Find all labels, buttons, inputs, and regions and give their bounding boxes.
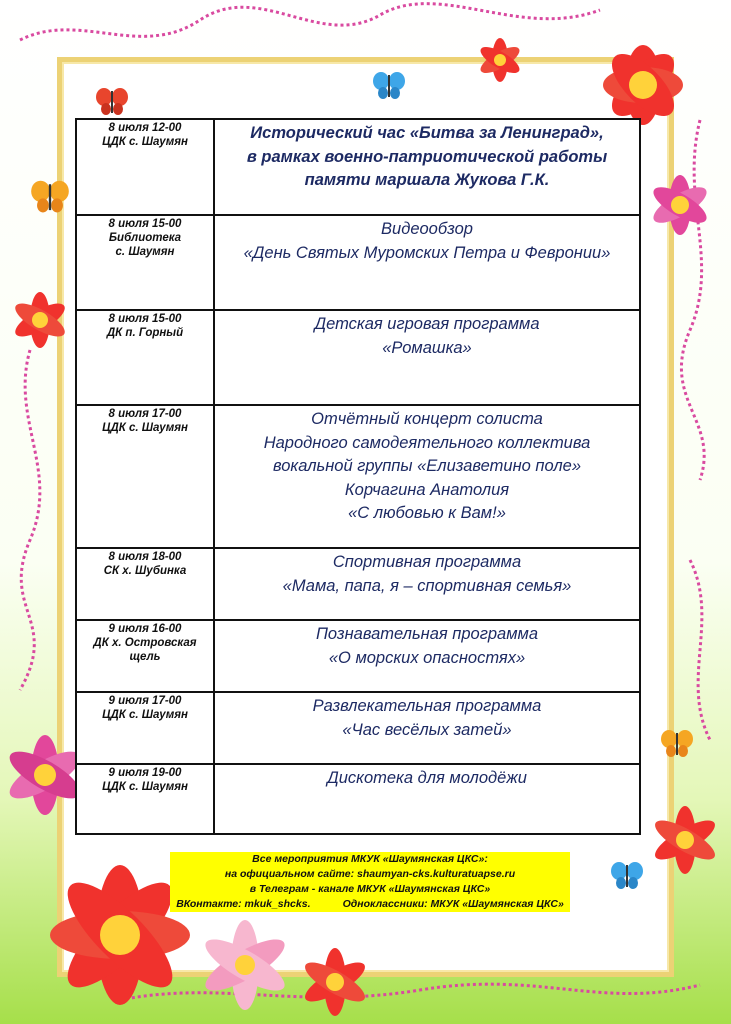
schedule-row xyxy=(76,405,640,548)
event-date-cell xyxy=(76,548,214,620)
event-title-cell xyxy=(214,620,640,692)
pink-flower-icon xyxy=(190,910,300,1020)
event-venue: с. Шаумян xyxy=(115,246,175,258)
event-title-cell xyxy=(214,119,640,215)
event-title-line: Видеообзор xyxy=(381,220,473,238)
event-venue: ЦДК с. Шаумян xyxy=(102,781,188,793)
event-title-line: Познавательная программа xyxy=(315,625,539,643)
schedule-row xyxy=(76,620,640,692)
event-title-line: «Мама, папа, я – спортивная семья» xyxy=(282,576,572,595)
event-date-cell xyxy=(76,119,214,215)
event-venue: ЦДК с. Шаумян xyxy=(102,136,188,148)
footer-info xyxy=(170,852,570,912)
event-venue: СК х. Шубинка xyxy=(103,565,187,577)
event-title-line: в рамках военно-патриотической работы xyxy=(246,147,608,166)
event-title-line: Развлекательная программа xyxy=(312,697,542,715)
event-venue: ЦДК с. Шаумян xyxy=(102,422,188,434)
event-venue: Библиотека xyxy=(108,232,182,244)
schedule-row xyxy=(76,215,640,310)
butterfly-icon xyxy=(95,86,129,116)
event-venue: ДК п. Горный xyxy=(106,327,184,339)
event-title-line: памяти маршала Жукова Г.К. xyxy=(304,171,550,189)
footer-line-2: на официальном сайте: shaumyan-cks.kulturatuapse.ru xyxy=(224,868,516,880)
event-title-line: Дискотека для молодёжи xyxy=(327,769,527,787)
butterfly-icon xyxy=(610,860,644,890)
event-title-line: «О морских опасностях» xyxy=(328,648,526,667)
schedule-table xyxy=(75,118,641,835)
event-venue: щель xyxy=(129,651,161,663)
event-title-cell xyxy=(214,548,640,620)
butterfly-icon xyxy=(660,728,694,758)
schedule-row xyxy=(76,119,640,215)
red-flower-icon xyxy=(470,30,530,90)
event-title-line: Спортивная программа xyxy=(332,553,522,571)
red-flower-icon xyxy=(290,940,380,1024)
event-title-line: «С любовью к Вам!» xyxy=(348,504,506,522)
event-title-line: Отчётный концерт солиста xyxy=(311,410,543,428)
event-date: 9 июля 16-00 xyxy=(108,623,182,635)
event-title-cell xyxy=(214,764,640,834)
event-title-line: вокальной группы «Елизаветино поле» xyxy=(273,457,581,475)
event-title-line: «Ромашка» xyxy=(382,338,472,357)
event-title-line: Народного самодеятельного коллектива xyxy=(263,433,591,452)
event-date: 8 июля 18-00 xyxy=(108,551,182,563)
event-venue: ДК х. Островская xyxy=(93,637,197,649)
event-date: 9 июля 17-00 xyxy=(108,695,182,707)
event-title-cell xyxy=(214,310,640,405)
event-title-line: «Час весёлых затей» xyxy=(342,720,512,739)
event-title-line: «День Святых Муромских Петра и Февронии» xyxy=(243,243,611,262)
schedule-row xyxy=(76,692,640,764)
footer-line-3: в Телеграм - канале МКУК «Шаумянская ЦКС» xyxy=(249,883,491,895)
event-date: 9 июля 19-00 xyxy=(108,767,182,779)
schedule-row xyxy=(76,548,640,620)
butterfly-icon xyxy=(372,70,406,100)
schedule-row xyxy=(76,764,640,834)
red-flower-icon xyxy=(640,790,730,890)
footer-line-1: Все мероприятия МКУК «Шаумянская ЦКС»: xyxy=(252,853,488,865)
butterfly-icon xyxy=(30,178,70,214)
event-date-cell xyxy=(76,215,214,310)
schedule-row xyxy=(76,310,640,405)
footer-line-4: ВКонтакте: mkuk_shcks. Одноклассники: МКУК «Шаумянская ЦКС» xyxy=(176,898,564,910)
event-title-line: Исторический час «Битва за Ленинград», xyxy=(250,124,604,142)
event-date-cell xyxy=(76,764,214,834)
event-date: 8 июля 12-00 xyxy=(108,122,182,134)
event-title-cell xyxy=(214,215,640,310)
event-date-cell xyxy=(76,620,214,692)
event-title-line: Корчагина Анатолия xyxy=(344,480,510,499)
event-title-cell xyxy=(214,405,640,548)
event-date-cell xyxy=(76,310,214,405)
event-date-cell xyxy=(76,692,214,764)
event-date: 8 июля 17-00 xyxy=(108,408,182,420)
event-date-cell xyxy=(76,405,214,548)
event-venue: ЦДК с. Шаумян xyxy=(102,709,188,721)
event-date: 8 июля 15-00 xyxy=(108,218,182,230)
pink-flower-icon xyxy=(640,160,720,250)
event-title-line: Детская игровая программа xyxy=(314,315,540,333)
red-flower-icon xyxy=(5,280,75,360)
event-date: 8 июля 15-00 xyxy=(108,313,182,325)
event-title-cell xyxy=(214,692,640,764)
